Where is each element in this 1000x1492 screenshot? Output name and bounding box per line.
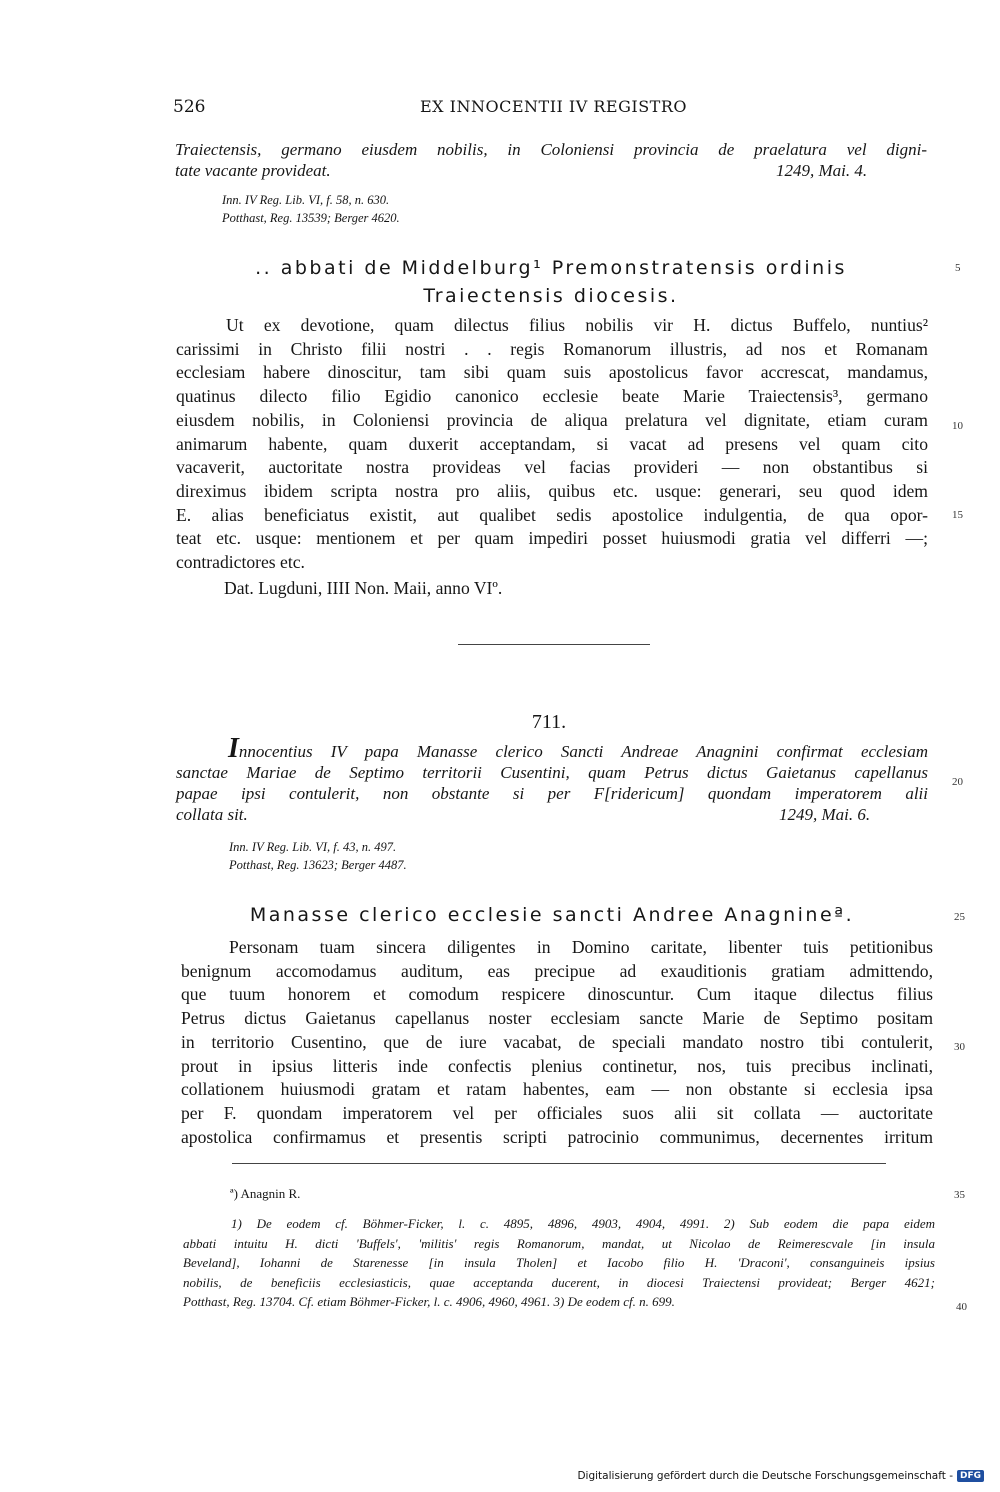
- digitization-credit: [577, 1470, 984, 1482]
- page-number: 526: [173, 97, 206, 117]
- line-number: 40: [956, 1301, 967, 1313]
- dat-line: Dat. Lugduni, IIII Non. Maii, anno VIº.: [224, 577, 503, 598]
- footnote-separator: [232, 1163, 886, 1164]
- body-line: vacaverit, auctoritate nostra provideas vel facias provideri — non obstantibus si: [176, 457, 928, 478]
- footnote-line: nobilis, de beneficiis ecclesiasticis, quae acceptanda ducerent, in diocesi Traiectensi provideat; Berger 4621;: [183, 1274, 935, 1290]
- doc711-summary-line-text: collata sit.: [176, 805, 248, 824]
- body-line: eiusdem nobilis, in Coloniensi provincia de aliqua prelatura vel dignitate, etiam curam: [176, 409, 928, 430]
- doc711-address: Manasse clerico ecclesie sancti Andree Anagnineª.: [249, 904, 855, 926]
- body-line: carissimi in Christo filii nostri . . regis Romanorum illustris, ad nos et Romanam: [176, 338, 928, 359]
- doc711-summary-line: [176, 733, 928, 764]
- body-line: prout in ipsius litteris inde confectis plenius continetur, nos, tuis precibus inclinati,: [181, 1055, 933, 1076]
- body-line: ecclesiam habere dinoscitur, tam sibi quam suis apostolicus favor accrescat, mandamus,: [176, 362, 928, 383]
- source-line: Potthast, Reg. 13623; Berger 4487.: [229, 858, 407, 872]
- source-line: Inn. IV Reg. Lib. VI, f. 58, n. 630.: [222, 193, 390, 207]
- doc711-number: 711.: [531, 711, 567, 733]
- body-line: animarum habente, quam duxerit acceptandam, si vacat ad presens vel quam cito: [176, 433, 928, 454]
- doc710-summary: [175, 139, 927, 181]
- doc710-summary-line: Traiectensis, germano eiusdem nobilis, in Coloniensi provincia de praelatura vel digni-: [175, 140, 927, 159]
- body-line: benignum accomodamus auditum, eas precipue ad exauditionis gratiam admittendo,: [181, 960, 933, 981]
- doc710-summary-line: [175, 160, 927, 181]
- body-line: collationem huiusmodi gratam et ratam habentes, eam — non obstante si ecclesia ipsa: [181, 1079, 933, 1100]
- dfg-logo: DFG: [957, 1470, 984, 1482]
- body-line: que tuum honorem et comodum respicere dinoscuntur. Cum itaque dilectus filius: [181, 984, 933, 1005]
- footnotes-block: [183, 1214, 935, 1312]
- body-line: per F. quondam imperatorem vel per officiales suos alii sit collata — auctoritate: [181, 1102, 933, 1123]
- address-line: Traiectensis diocesis.: [423, 285, 679, 307]
- line-number: 30: [954, 1041, 965, 1053]
- line-number: 10: [952, 420, 963, 432]
- doc711-body: [181, 936, 933, 1149]
- doc711-summary-line: [176, 804, 928, 825]
- body-line: teat etc. usque: mentionem et per quam impediri posset huiusmodi gratia vel differri —;: [176, 528, 928, 549]
- line-number: 35: [954, 1189, 965, 1201]
- body-line: in territorio Cusentino, que de iure vacabat, de speciali mandato nostro tibi contulerit,: [181, 1031, 933, 1052]
- source-line: Inn. IV Reg. Lib. VI, f. 43, n. 497.: [229, 840, 397, 854]
- doc710-address: [175, 254, 927, 310]
- footnote-line: abbati intuitu H. dicti 'Buffels', 'militis' regis Romanorum, mandat, ut Nicolao de Reimerescvale [in insula: [183, 1235, 935, 1251]
- doc710-body: [176, 314, 928, 600]
- body-line: apostolica confirmamus et presentis scripti patrocinio communimus, decernentes irritum: [181, 1126, 933, 1147]
- body-line: E. alias beneficiatus existit, aut qualibet sedis apostolice indulgentia, de qua opor-: [176, 504, 928, 525]
- section-separator: [458, 644, 650, 645]
- running-title: EX INNOCENTII IV REGISTRO: [420, 97, 687, 116]
- doc711-summary: [176, 733, 928, 825]
- footnote-line: Potthast, Reg. 13704. Cf. etiam Böhmer-Ficker, l. c. 4906, 4960, 4961. 3) De eodem cf. n. 699.: [183, 1294, 675, 1309]
- body-line: Personam tuam sincera diligentes in Domino caritate, libenter tuis petitionibus: [229, 937, 933, 957]
- doc710-date: 1249, Mai. 4.: [776, 161, 868, 180]
- doc711-sources: [229, 838, 407, 874]
- body-line: direximus ibidem scripta nostra pro aliis, quibus etc. usque: generari, seu quod idem: [176, 480, 928, 501]
- doc710-summary-line-text: tate vacante provideat.: [175, 161, 331, 180]
- doc711-summary-line: sanctae Mariae de Septimo territorii Cusentini, quam Petrus dictus Gaietanus capellanus: [176, 763, 928, 782]
- footnote-line: 1) De eodem cf. Böhmer-Ficker, l. c. 4895, 4896, 4903, 4904, 4991. 2) Sub eodem die papa eidem: [231, 1216, 935, 1231]
- line-number: 15: [952, 509, 963, 521]
- doc711-date: 1249, Mai. 6.: [779, 805, 871, 824]
- doc710-sources: [222, 191, 400, 227]
- credit-text: Digitalisierung gefördert durch die Deutsche Forschungsgemeinschaft -: [577, 1470, 953, 1482]
- body-line: quatinus dilecto filio Egidio canonico ecclesie beate Marie Traiectensis³, germano: [176, 386, 928, 407]
- doc711-summary-line: papae ipsi contulerit, non obstante si per F[ridericum] quondam imperatorem alii: [176, 784, 928, 803]
- body-line: Petrus dictus Gaietanus capellanus noster ecclesiam sancte Marie de Septimo positam: [181, 1008, 933, 1029]
- footnote-variant: ª) Anagnin R.: [230, 1186, 301, 1201]
- footnote-line: Beveland], Iohanni de Starenesse [in insula Tholen] et Iacobo filio H. 'Draconi', consanguineis ipsius: [183, 1255, 935, 1270]
- line-number: 25: [954, 911, 965, 923]
- body-line: contradictores etc.: [176, 552, 305, 573]
- line-number: 5: [955, 262, 961, 274]
- address-line: .. abbati de Middelburg¹ Premonstratensis ordinis: [255, 257, 847, 279]
- dropcap: I: [228, 733, 239, 764]
- body-line: Ut ex devotione, quam dilectus filius nobilis vir H. dictus Buffelo, nuntius²: [226, 315, 928, 335]
- source-line: Potthast, Reg. 13539; Berger 4620.: [222, 211, 400, 225]
- doc711-summary-first: nnocentius IV papa Manasse clerico Sancti Andreae Anagnini confirmat ecclesiam: [238, 742, 928, 761]
- line-number: 20: [952, 776, 963, 788]
